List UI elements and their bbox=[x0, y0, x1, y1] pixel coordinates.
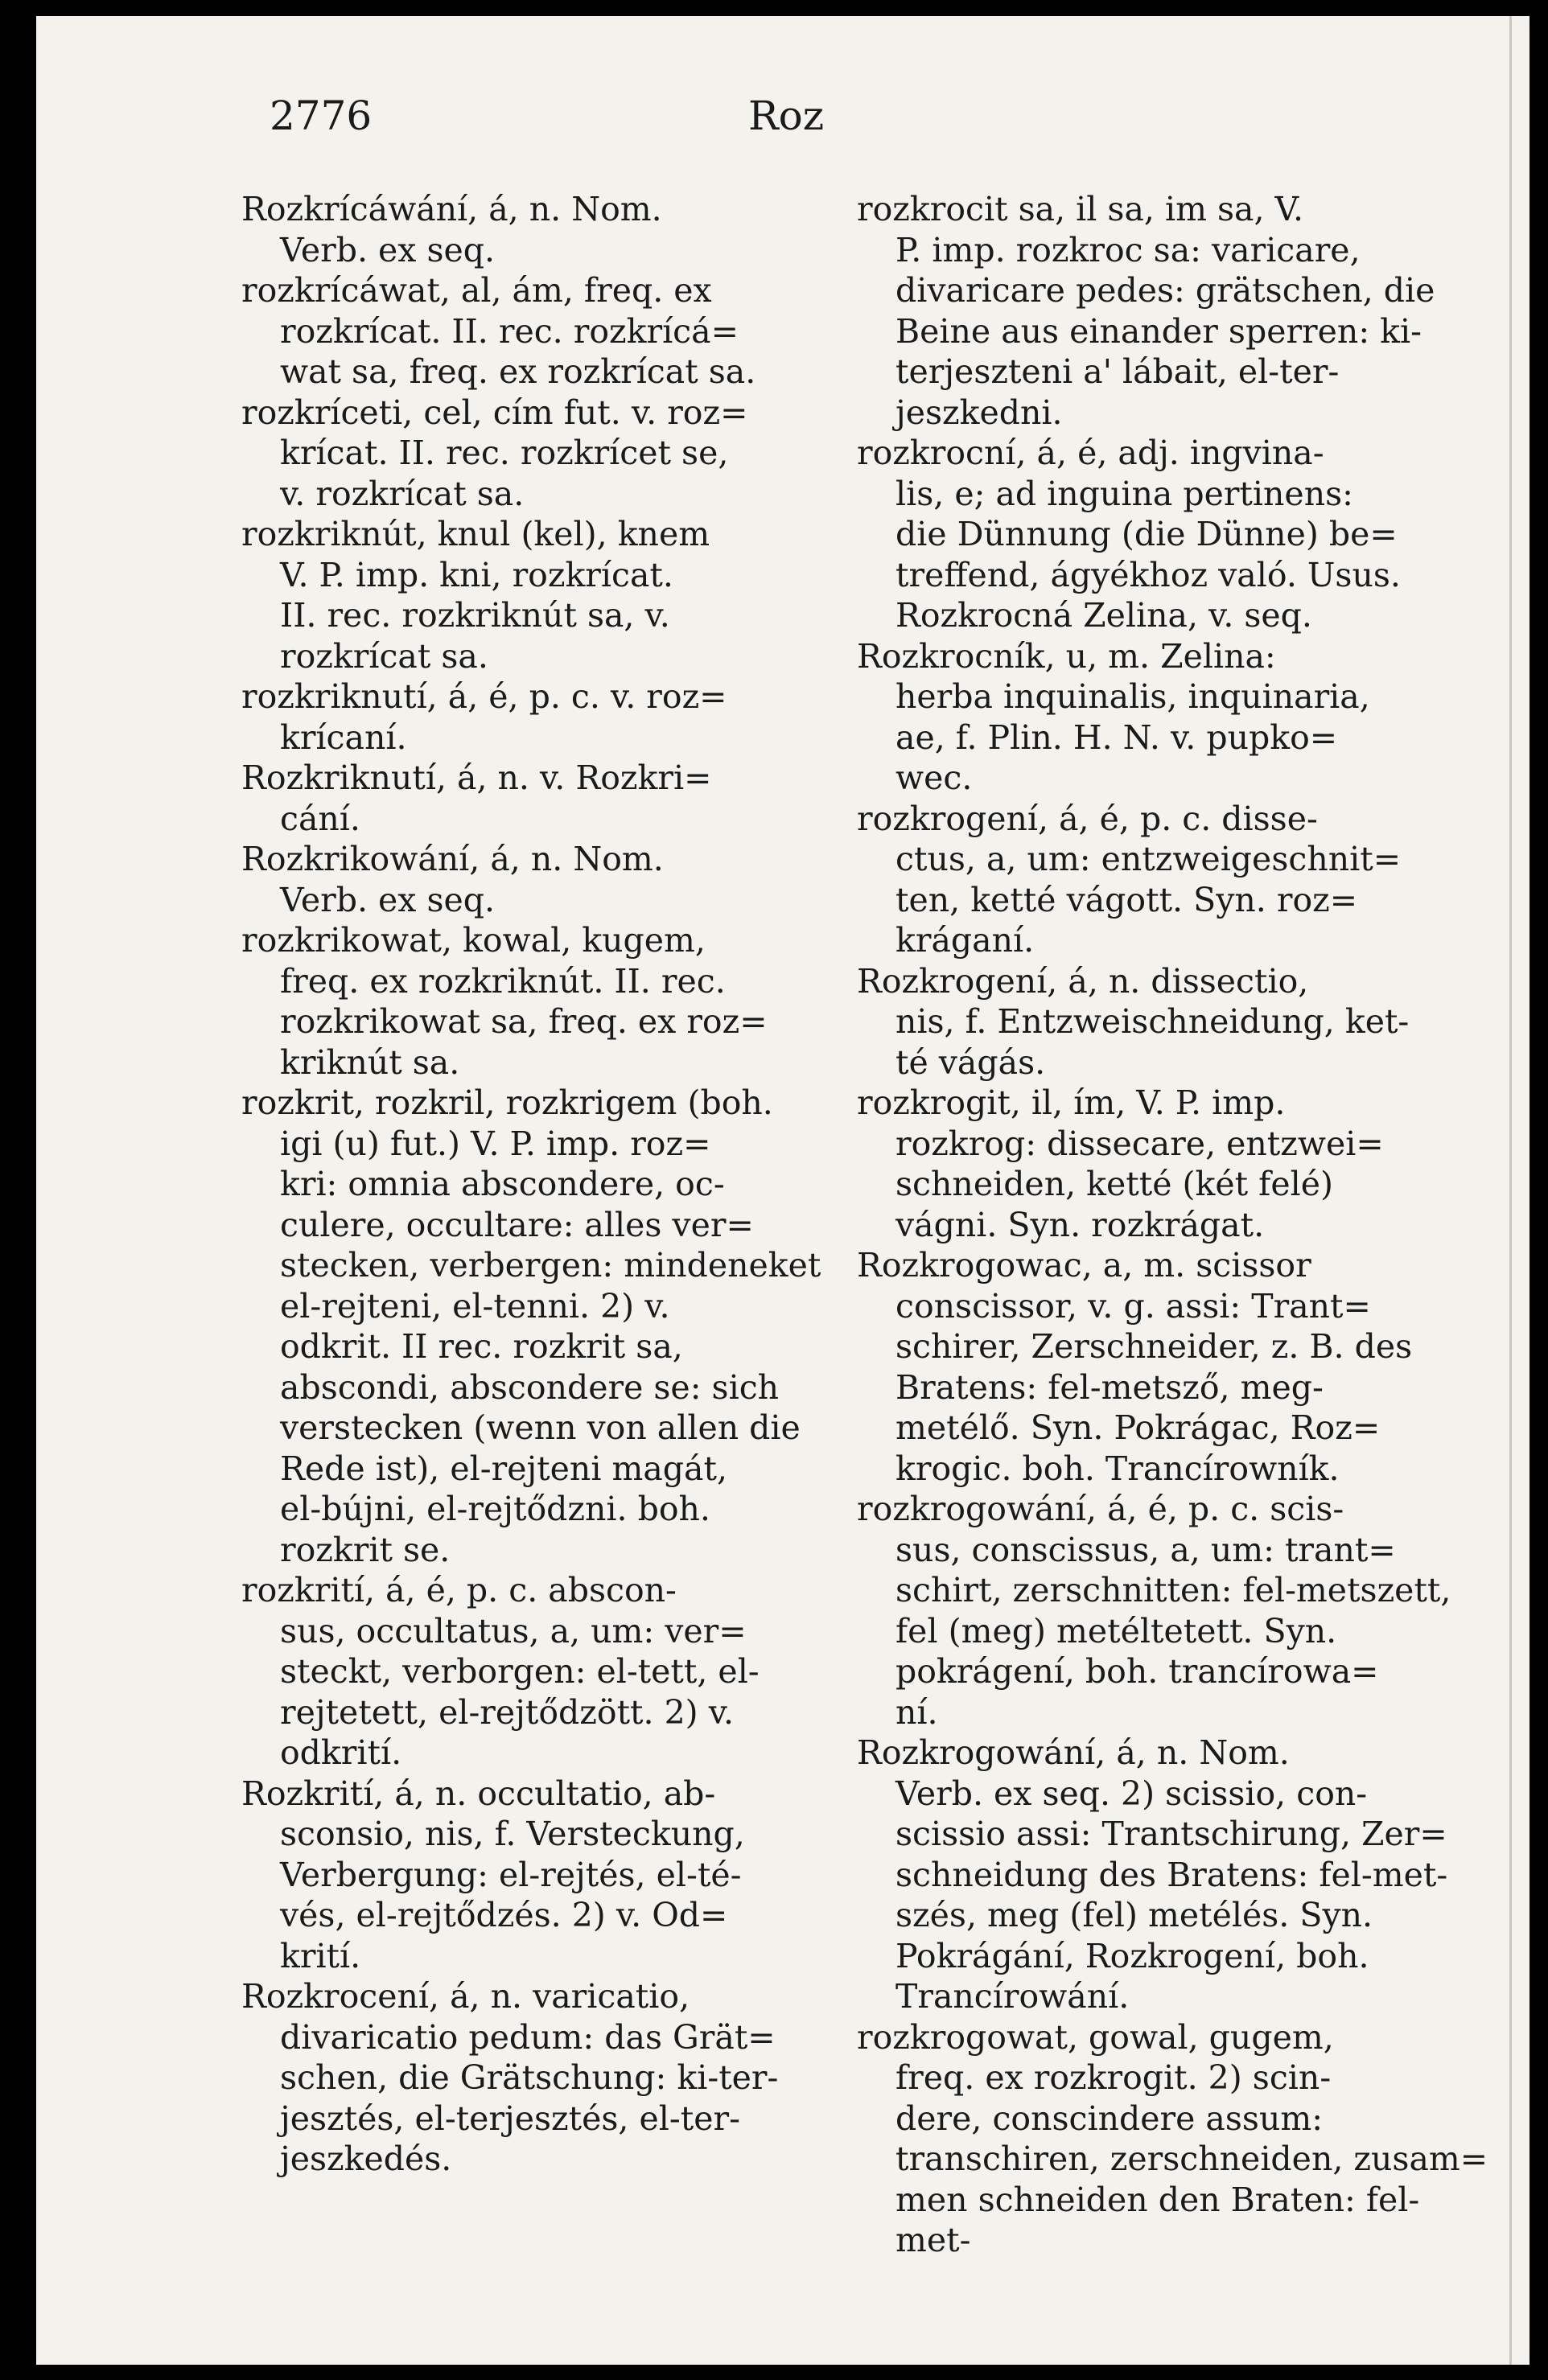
entry-headword-line: rozkrogowat, gowal, gugem, bbox=[857, 2017, 1334, 2057]
entry-continuation-line: conscissor, v. g. assi: Trant= bbox=[895, 1286, 1371, 1326]
entry-continuation-line: vágni. Syn. rozkrágat. bbox=[895, 1205, 1265, 1244]
entry-headword-line: Rozkrocník, u, m. Zelina: bbox=[857, 636, 1276, 676]
entry-headword-line: rozkríceti, cel, cím fut. v. roz= bbox=[241, 393, 748, 432]
entry-continuation-line: cání. bbox=[280, 799, 360, 838]
entry-headword-line: rozkrikowat, kowal, kugem, bbox=[241, 921, 706, 960]
entry-continuation-line: schen, die Grätschung: ki-ter- bbox=[280, 2058, 779, 2097]
entry-continuation-line: freq. ex rozkrogit. 2) scin- bbox=[895, 2058, 1332, 2097]
entry-continuation-line: Verb. ex seq. 2) scissio, con- bbox=[895, 1774, 1368, 1813]
entry-continuation-line: Rozkrocná Zelina, v. seq. bbox=[895, 596, 1312, 635]
entry-continuation-line: ae, f. Plin. H. N. v. pupko= bbox=[895, 717, 1338, 757]
entry-continuation-line: kriknút sa. bbox=[280, 1042, 460, 1082]
entry-continuation-line: schneiden, ketté (két felé) bbox=[895, 1165, 1333, 1203]
entry-headword-line: Rozkrogení, á, n. dissectio, bbox=[857, 961, 1309, 1001]
entry-continuation-line: ctus, a, um: entzweigeschnit= bbox=[895, 840, 1402, 878]
entry-continuation-line: wat sa, freq. ex rozkrícat sa. bbox=[280, 352, 756, 391]
entry-continuation-line: Trancírowání. bbox=[895, 1977, 1130, 2016]
entry-continuation-line: schirer, Zerschneider, z. B. des bbox=[895, 1327, 1413, 1366]
entry-continuation-line: kráganí. bbox=[895, 921, 1035, 960]
entry-continuation-line: rozkrit se. bbox=[280, 1530, 451, 1569]
entry-continuation-line: divaricare pedes: grätschen, die bbox=[895, 271, 1435, 310]
entry-continuation-line: fel (meg) metéltetett. Syn. bbox=[895, 1611, 1337, 1650]
page-header bbox=[270, 92, 1412, 157]
entry-headword-line: rozkrit, rozkril, rozkrigem (boh. bbox=[241, 1083, 773, 1122]
entry-continuation-line: vés, el-rejtődzés. 2) v. Od= bbox=[280, 1896, 728, 1934]
entry-continuation-line: steckt, verborgen: el-tett, el- bbox=[280, 1652, 760, 1691]
dictionary-page bbox=[36, 16, 1529, 2365]
entry-headword-line: Rozkrícáwání, á, n. Nom. bbox=[241, 190, 662, 228]
entry-continuation-line: wec. bbox=[895, 758, 973, 797]
entry-continuation-line: jeszkedés. bbox=[280, 2140, 452, 2178]
entry-headword-line: Rozkrití, á, n. occultatio, ab- bbox=[241, 1774, 716, 1813]
entry-headword-line: Rozkrogowac, a, m. scissor bbox=[857, 1246, 1311, 1285]
entry-continuation-line: el-rejteni, el-tenni. 2) v. bbox=[280, 1286, 670, 1326]
entry-continuation-line: rozkrog: dissecare, entzwei= bbox=[895, 1124, 1384, 1163]
entry-continuation-line: abscondi, abscondere se: sich bbox=[280, 1367, 780, 1407]
entry-continuation-line: jeszkedni. bbox=[895, 393, 1063, 432]
entry-headword-line: rozkrícáwat, al, ám, freq. ex bbox=[241, 271, 712, 310]
entry-continuation-line: té vágás. bbox=[895, 1042, 1046, 1082]
entry-headword-line: Rozkriknutí, á, n. v. Rozkri= bbox=[241, 758, 712, 797]
entry-continuation-line: Bratens: fel-metsző, meg- bbox=[895, 1367, 1324, 1407]
entry-continuation-line: lis, e; ad inguina pertinens: bbox=[895, 474, 1353, 513]
entry-headword-line: rozkriknutí, á, é, p. c. v. roz= bbox=[241, 677, 727, 716]
entry-headword-line: rozkrogowání, á, é, p. c. scis- bbox=[857, 1490, 1344, 1528]
entry-continuation-line: igi (u) fut.) V. P. imp. roz= bbox=[280, 1124, 711, 1163]
entry-continuation-line: pokrágení, boh. trancírowa= bbox=[895, 1652, 1379, 1691]
entry-continuation-line: jesztés, el-terjesztés, el-ter- bbox=[280, 2098, 740, 2138]
entry-continuation-line: schirt, zerschnitten: fel-metszett, bbox=[895, 1571, 1451, 1609]
entry-headword-line: rozkriknút, knul (kel), knem bbox=[241, 515, 710, 553]
entry-continuation-line: kri: omnia abscondere, oc- bbox=[280, 1165, 725, 1203]
entry-continuation-line: Rede ist), el-rejteni magát, bbox=[280, 1449, 727, 1488]
page-number: 2776 bbox=[270, 92, 373, 139]
entry-continuation-line: ní. bbox=[895, 1692, 938, 1732]
entry-continuation-line: el-bújni, el-rejtődzni. boh. bbox=[280, 1490, 710, 1528]
entry-continuation-line: transchiren, zerschneiden, zusam= bbox=[895, 2140, 1488, 2178]
entry-headword-line: Rozkrocení, á, n. varicatio, bbox=[241, 1977, 690, 2016]
entry-headword-line: Rozkrogowání, á, n. Nom. bbox=[857, 1733, 1290, 1772]
entry-continuation-line: II. rec. rozkriknút sa, v. bbox=[280, 596, 670, 635]
entry-continuation-line: sus, occultatus, a, um: ver= bbox=[280, 1611, 747, 1650]
entry-continuation-line: v. rozkrícat sa. bbox=[280, 474, 525, 513]
entry-continuation-line: herba inquinalis, inquinaria, bbox=[895, 677, 1370, 716]
entry-continuation-line: stecken, verbergen: mindeneket bbox=[280, 1246, 821, 1285]
entry-headword-line: rozkrogit, il, ím, V. P. imp. bbox=[857, 1083, 1286, 1122]
entry-continuation-line: freq. ex rozkriknút. II. rec. bbox=[280, 961, 726, 1001]
entry-continuation-line: Verb. ex seq. bbox=[280, 880, 496, 919]
entry-continuation-line: divaricatio pedum: das Grät= bbox=[280, 2017, 776, 2057]
entry-continuation-line: terjeszteni a' lábait, el-ter- bbox=[895, 352, 1340, 391]
entry-continuation-line: sconsio, nis, f. Versteckung, bbox=[280, 1815, 745, 1853]
entry-continuation-line: rozkrícat sa. bbox=[280, 636, 488, 676]
entry-continuation-line: krití. bbox=[280, 1936, 361, 1975]
running-head: Roz bbox=[748, 92, 825, 139]
entry-continuation-line: ten, ketté vágott. Syn. roz= bbox=[895, 880, 1358, 919]
entry-continuation-line: schneidung des Bratens: fel-met- bbox=[895, 1855, 1448, 1894]
entry-continuation-line: nis, f. Entzweischneidung, ket- bbox=[895, 1002, 1410, 1041]
entry-continuation-line: verstecken (wenn von allen die bbox=[280, 1408, 801, 1447]
right-column bbox=[857, 189, 1497, 2261]
entry-continuation-line: szés, meg (fel) metélés. Syn. bbox=[895, 1896, 1373, 1934]
entry-headword-line: Rozkrikowání, á, n. Nom. bbox=[241, 840, 664, 878]
entry-continuation-line: culere, occultare: alles ver= bbox=[280, 1205, 754, 1244]
entry-continuation-line: metélő. Syn. Pokrágac, Roz= bbox=[895, 1408, 1381, 1447]
entry-headword-line: rozkrocit sa, il sa, im sa, V. bbox=[857, 190, 1304, 228]
entry-continuation-line: die Dünnung (die Dünne) be= bbox=[895, 515, 1398, 553]
entry-continuation-line: treffend, ágyékhoz való. Usus. bbox=[895, 555, 1401, 594]
entry-continuation-line: P. imp. rozkroc sa: varicare, bbox=[895, 230, 1361, 269]
entry-continuation-line: Verb. ex seq. bbox=[280, 230, 496, 269]
entry-continuation-line: rozkrícat. II. rec. rozkrícá= bbox=[280, 311, 739, 351]
entry-continuation-line: krogic. boh. Trancírowník. bbox=[895, 1449, 1340, 1488]
entry-continuation-line: rozkrikowat sa, freq. ex roz= bbox=[280, 1002, 768, 1041]
entry-headword-line: rozkrití, á, é, p. c. abscon- bbox=[241, 1571, 677, 1609]
entry-continuation-line: Beine aus einander sperren: ki- bbox=[895, 311, 1422, 351]
entry-continuation-line: krícaní. bbox=[280, 717, 407, 757]
page-fold-line bbox=[1509, 16, 1512, 2365]
entry-continuation-line: rejtetett, el-rejtődzött. 2) v. bbox=[280, 1692, 735, 1732]
entry-continuation-line: Pokrágání, Rozkrogení, boh. bbox=[895, 1936, 1369, 1975]
entry-continuation-line: sus, conscissus, a, um: trant= bbox=[895, 1530, 1396, 1569]
entry-continuation-line: odkrit. II rec. rozkrit sa, bbox=[280, 1327, 683, 1366]
entry-continuation-line: Verbergung: el-rejtés, el-té- bbox=[280, 1855, 742, 1894]
entry-continuation-line: odkrití. bbox=[280, 1733, 402, 1772]
entry-continuation-line: dere, conscindere assum: bbox=[895, 2098, 1324, 2138]
entry-headword-line: rozkrocní, á, é, adj. ingvina- bbox=[857, 434, 1324, 472]
entry-continuation-line: krícat. II. rec. rozkrícet se, bbox=[280, 434, 729, 472]
entry-continuation-line: V. P. imp. kni, rozkrícat. bbox=[280, 555, 673, 594]
entry-continuation-line: met- bbox=[895, 2221, 971, 2259]
entry-continuation-line: men schneiden den Braten: fel- bbox=[895, 2180, 1420, 2219]
left-column bbox=[241, 189, 881, 2180]
entry-headword-line: rozkrogení, á, é, p. c. disse- bbox=[857, 799, 1318, 838]
entry-continuation-line: scissio assi: Trantschirung, Zer= bbox=[895, 1815, 1447, 1853]
